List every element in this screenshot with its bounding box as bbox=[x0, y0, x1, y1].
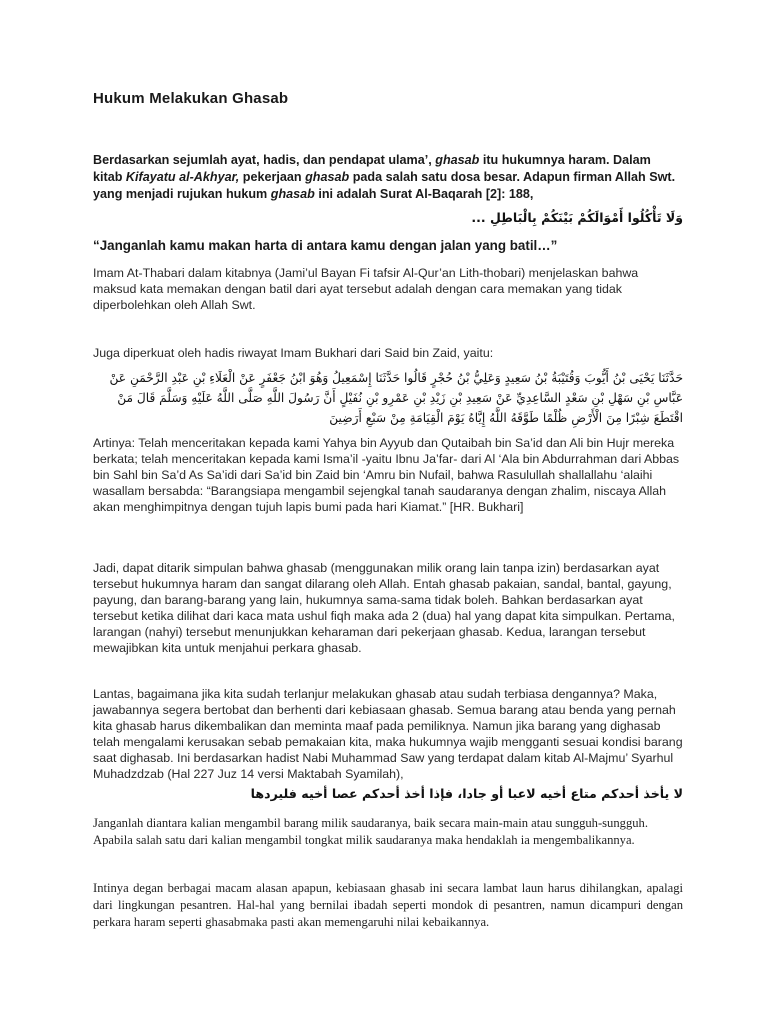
paragraph-hadith-intro: Juga diperkuat oleh hadis riwayat Imam Bukhari dari Said bin Zaid, yaitu: bbox=[93, 346, 494, 360]
intro-text: itu hukumnya haram. Dalam kitab bbox=[93, 153, 651, 184]
intro-book-title: Kifayatu al-Akhyar, bbox=[125, 170, 240, 184]
paragraph-conclusion: Jadi, dapat ditarik simpulan bahwa ghasab (menggunakan milik orang lain tanpa izin) berdasarkan ayat tersebut hukumnya haram dan sangat dilarang oleh Allah. Entah ghasab pakaian, sandal, bantal, gayung, payung, dan barang-barang yang lain, hukumnya sama-sama tidak boleh. Bahkan berdasarkan ayat tersebut ketika dilihat dari kaca mata ushul fiqh maka ada 2 (dua) hal yang dapat kita simpulkan. Pertama, larangan (nahyi) tersebut menunjukkan keharaman dari pekerjaan ghasab. Kedua, larangan tersebut mewajibkan kita untuk menjahui perkara ghasab. bbox=[93, 561, 675, 655]
paragraph-hadith-2-translation: Janganlah diantara kalian mengambil barang milik saudaranya, baik secara main-main atau sungguh-sungguh. Apabila salah satu dari kalian mengambil tongkat milik saudaranya maka hendaklah ia mengembalikannya. bbox=[93, 816, 648, 847]
intro-paragraph bbox=[93, 152, 683, 203]
verse-translation: “Janganlah kamu makan harta di antara kamu dengan jalan yang batil…” bbox=[93, 238, 558, 253]
arabic-verse: وَلَا تَأْكُلُوا أَمْوَالَكُمْ بَيْنَكُمْ بِالْبَاطِلِ ... bbox=[471, 210, 683, 225]
paragraph-thabari: Imam At-Thabari dalam kitabnya (Jami’ul Bayan Fi tafsir Al-Qur’an Lith-thobari) menjelaskan bahwa maksud kata memakan dengan batil dari ayat tersebut adalah dengan cara memakan yang tidak diperbolehkan oleh Allah Swt. bbox=[93, 266, 639, 312]
arabic-hadith: حَدَّثَنَا يَحْيَى بْنُ أَيُّوبَ وَقُتَيْبَةُ بْنُ سَعِيدٍ وَعَلِيُّ بْنُ حُجْرٍ قَالُوا حَدَّثَنَا إِسْمَعِيلُ وَهُوَ ابْنُ جَعْفَرٍ عَنْ الْعَلَاءِ بْنِ عَبْدِ الرَّحْمَنِ عَنْ عَبَّاسِ بْنِ سَهْلِ بْنِ سَعْدٍ السَّاعِدِيِّ عَنْ سَعِيدِ بْنِ زَيْدِ بْنِ عَمْرِو بْنِ نُفَيْلٍ أَنَّ رَسُولَ اللَّهِ صَلَّى اللَّهُ عَلَيْهِ وَسَلَّمَ قَالَ مَنْ اقْتَطَعَ شِبْرًا مِنَ الْأَرْضِ ظُلْمًا طَوَّقَهُ اللَّهُ إِيَّاهُ يَوْمَ الْقِيَامَةِ مِنْ سَبْعِ أَرَضِينَ bbox=[109, 371, 683, 425]
intro-text: pekerjaan bbox=[239, 170, 306, 184]
intro-term-ghasab: ghasab bbox=[270, 187, 315, 201]
paragraph-repentance: Lantas, bagaimana jika kita sudah terlanjur melakukan ghasab atau sudah terbiasa dengannya? Maka, jawabannya segera bertobat dan berhenti dari kebiasaan ghasab. Semua barang atau benda yang pernah kita ghasab harus dikembalikan dan meminta maaf pada pemiliknya. Namun jika barang yang dighasab telah mengalami kerusakan sebab pemakaian kita, maka hukumnya wajib mengganti sesuai kondisi barang saat dighasab. Ini berdasarkan hadist Nabi Muhammad Saw yang terdapat dalam kitab Al-Majmu’ Syarhul Muhadzdzab (Hal 227 Juz 14 versi Maktabah Syamilah), bbox=[93, 687, 683, 781]
arabic-hadith-2: لا يأخذ أحدكم متاع أخيه لاعبا أو جادا، فإذا أخذ أحدكم عصا أخيه فليردها bbox=[250, 786, 683, 801]
intro-term-ghasab: ghasab bbox=[305, 170, 350, 184]
paragraph-closing: Intinya degan berbagai macam alasan apapun, kebiasaan ghasab ini secara lambat laun harus dihilangkan, apalagi dari lingkungan pesantren. Hal-hal yang bernilai ibadah seperti mondok di pesantren, namun dicampuri dengan perkara haram seperti ghasabmaka pasti akan memengaruhi nilai kebaikannya. bbox=[93, 881, 683, 929]
page-title: Hukum Melakukan Ghasab bbox=[93, 90, 289, 107]
intro-text: ini adalah Surat Al-Baqarah [2]: 188, bbox=[314, 187, 534, 201]
intro-text: pada salah satu dosa besar. Adapun firman Allah Swt. yang menjadi rujukan hukum bbox=[93, 170, 676, 201]
intro-term-ghasab: ghasab bbox=[435, 153, 480, 167]
intro-text: Berdasarkan sejumlah ayat, hadis, dan pendapat ulama’, bbox=[93, 153, 436, 167]
paragraph-hadith-translation: Artinya: Telah menceritakan kepada kami Yahya bin Ayyub dan Qutaibah bin Sa’id dan Ali bin Hujr mereka berkata; telah menceritakan kepada kami Isma’il -yaitu Ibnu Ja’far- dari Al ‘Ala bin Abdurrahman dari Abbas bin Sahl bin Sa’d As Sa’idi dari Sa’id bin Zaid bin ‘Amru bin Nufail, bahwa Rasulullah shallallahu ‘alaihi wasallam bersabda: “Barangsiapa mengambil sejengkal tanah saudaranya dengan zhalim, niscaya Allah akan menghimpitnya dengan tujuh lapis bumi pada hari Kiamat.” [HR. Bukhari] bbox=[93, 436, 680, 514]
